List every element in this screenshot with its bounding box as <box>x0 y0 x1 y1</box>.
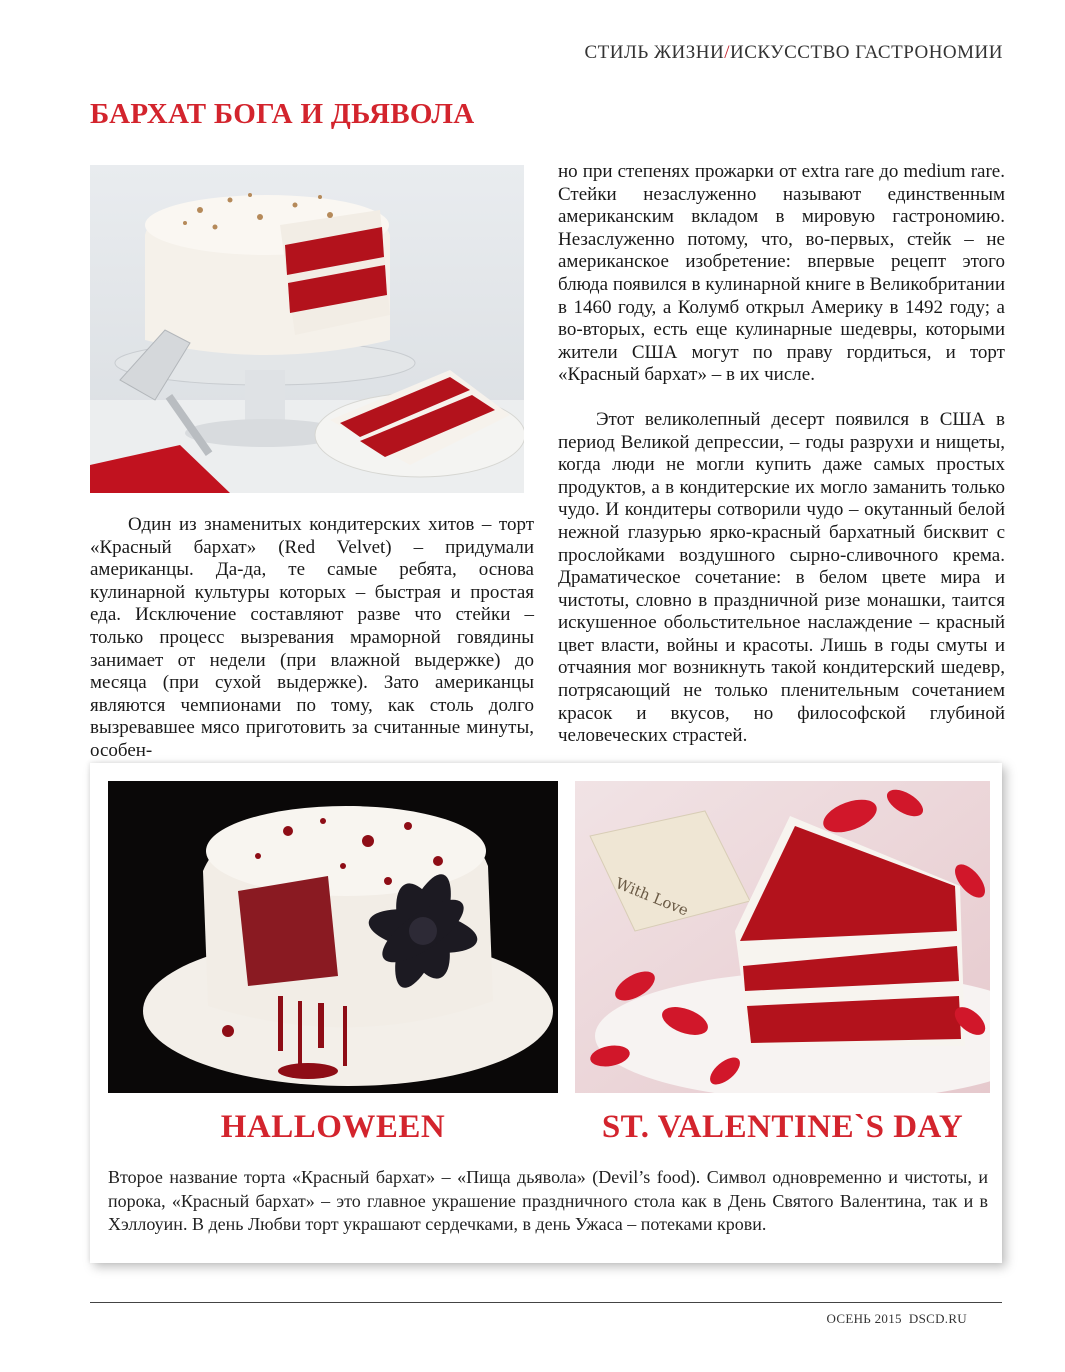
hero-cake-photo <box>90 165 524 493</box>
subsection-name: ИСКУССТВО ГАСТРОНОМИИ <box>729 42 1003 63</box>
valentine-card-text: With Love <box>613 874 691 920</box>
footer-divider <box>90 1302 1002 1303</box>
valentine-label: ST. VALENTINE`S DAY <box>601 1109 964 1145</box>
halloween-cake-photo <box>108 781 558 1093</box>
page-footer <box>827 1311 967 1327</box>
article-left-column <box>90 514 534 763</box>
feature-caption: Второе название торта «Красный бархат» – «Пища дьявола» (Devil’s food). Символ одновременно и чистоты, и порока, «Красный бархат» – это главное украшение праздничного стола как в День Святого Валентина, так и в Хэллоуин. В день Любви торт украшают сердечками, в день Ужаса – потеками крови. <box>108 1167 988 1234</box>
article-paragraph: Один из знаменитых кондитерских хитов – торт «Красный бархат» (Red Velvet) – придумали американцы. Да-да, те самые ребята, основа кулинарной культуры которых – быстрая и простая еда. Исключение составляют разве что стейки – только процесс вызревания мраморной говядины занимает от недели (при влажной выдержке) до месяца (при сухой выдержке). Зато американцы являются чемпионами по тому, как столь долго вызревавшее мясо приготовить за считанные минуты, особен- <box>90 514 534 761</box>
article-paragraph: но при степенях прожарки от extra rare до medium rare. Стейки незаслуженно называют единственным американским вкладом в мировую гастрономию. Незаслуженно потому, что, во-первых, стейк – не американское изобретение: впервые рецепт этого блюда появился в кулинарной книге в Великобритании в 1460 году, а Колумб открыл Америку в 1492 году; а во-вторых, есть еще кулинарные шедевры, которыми жители США могут по праву гордиться, и торт «Красный бархат» – в их числе. <box>558 161 1005 386</box>
section-name: СТИЛЬ ЖИЗНИ <box>584 42 725 63</box>
article-paragraph: Этот великолепный десерт появился в США в период Великой депрессии, – годы разрухи и нищеты, когда люди не могли купить даже самых простых продуктов, а в кондитерские их могло заманить только чудо. И кондитеры сотворили чудо – окутанный белой нежной глазурью ярко-красный бархатный бисквит с прослойками воздушного сырно-сливочного крема. Драматическое сочетание: в белом цвете мира и чистоты, словно в праздничной ризе монашки, таится искушенное обольстительное наслаждение – красный цвет власти, войны и красоты. Лишь в годы смуты и отчаяния мог возникнуть такой кондитерский шедевр, потрясающий не только пленительным сочетанием красок и вкусов, но философской глубиной человеческих страстей. <box>558 408 1005 747</box>
site-label: DSCD.RU <box>908 1311 967 1326</box>
halloween-label: HALLOWEEN <box>220 1109 446 1145</box>
article-right-column <box>558 161 1005 748</box>
section-separator: / <box>724 42 730 63</box>
issue-label: ОСЕНЬ 2015 <box>826 1311 902 1326</box>
valentine-cake-photo <box>575 781 990 1093</box>
article-title: БАРХАТ БОГА И ДЬЯВОЛА <box>90 98 475 130</box>
section-header <box>584 42 1003 64</box>
